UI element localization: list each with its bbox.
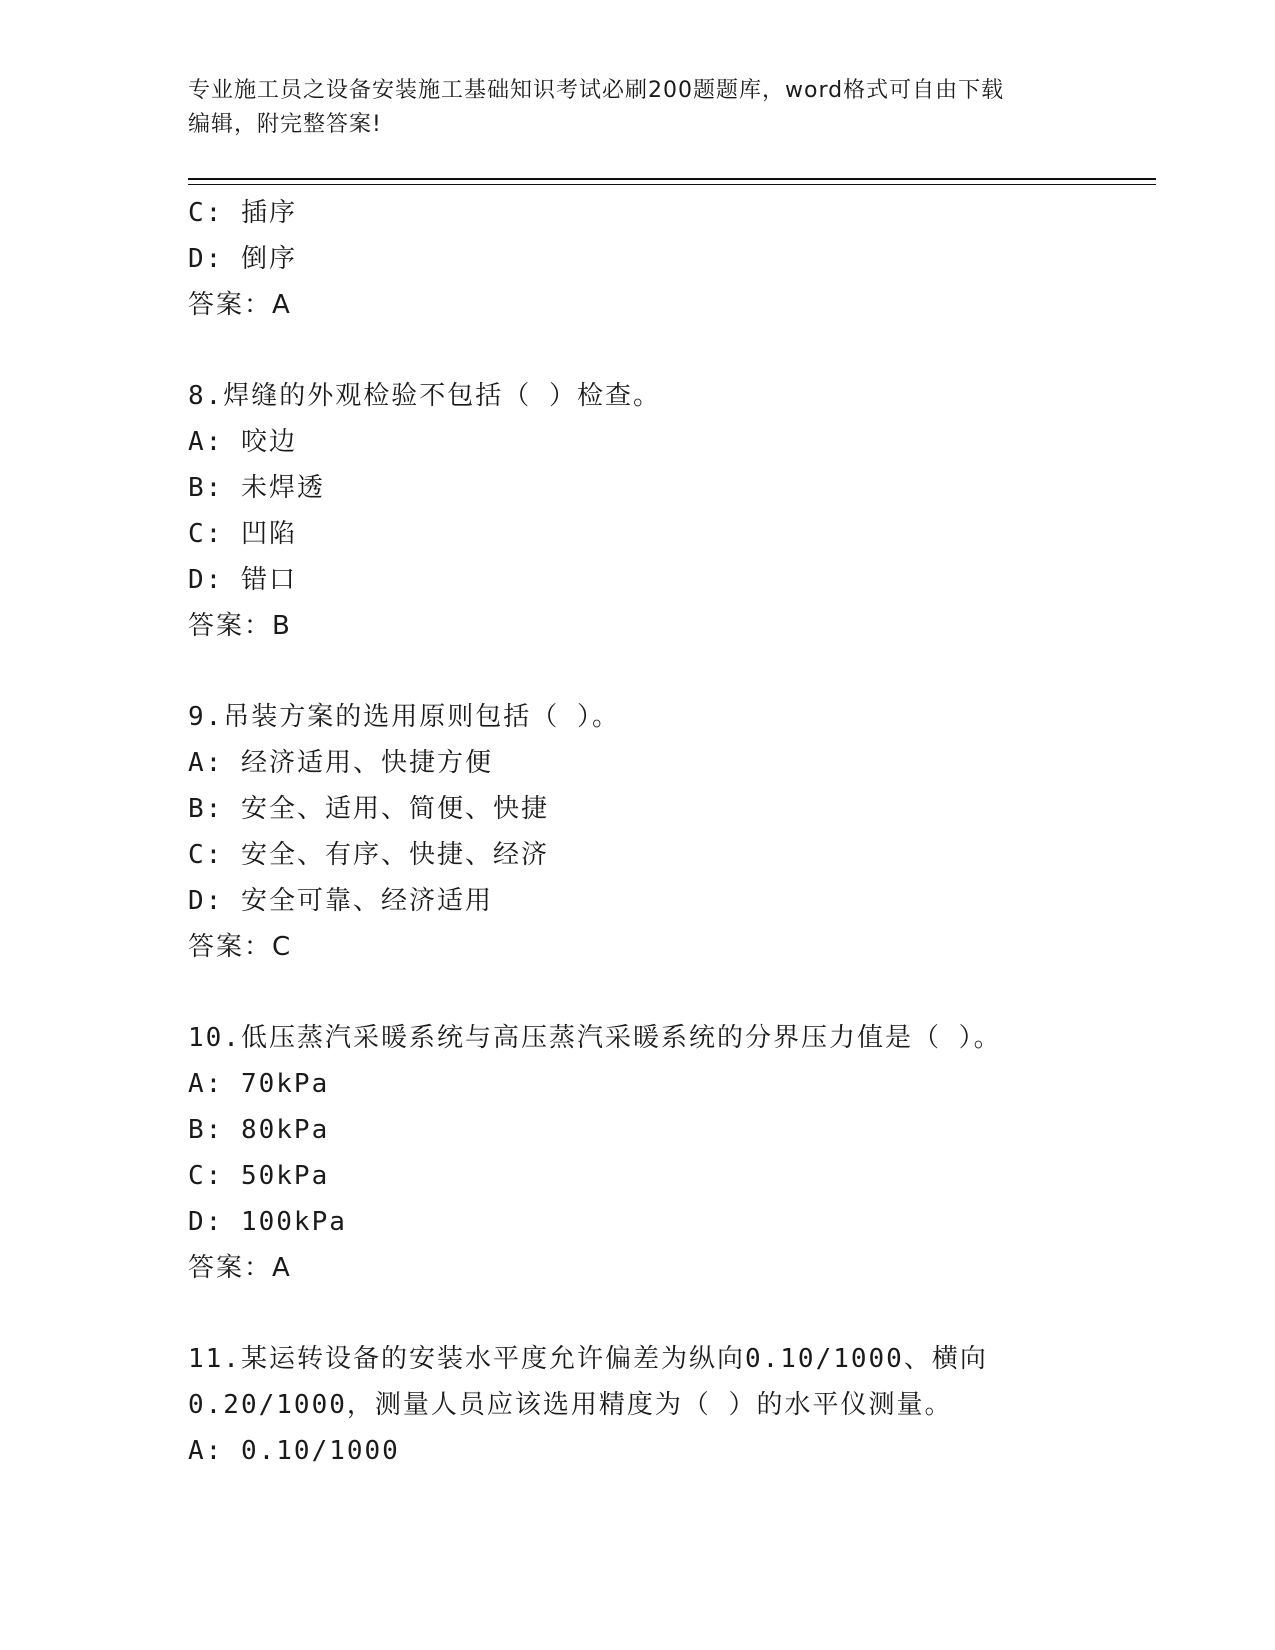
answer-text: 答案：A — [188, 1253, 292, 1283]
option-a: A: 咬边 — [188, 427, 297, 457]
option-b: B: 未焊透 — [188, 473, 325, 503]
question-10 — [188, 1015, 1156, 1291]
question-text: 10.低压蒸汽采暖系统与高压蒸汽采暖系统的分界压力值是（ ）。 — [188, 1023, 1002, 1053]
question-8 — [188, 373, 1156, 649]
header-divider-thick — [188, 178, 1156, 180]
option-d: D: 100kPa — [188, 1207, 347, 1237]
answer-text: 答案：C — [188, 932, 293, 962]
option-a: A: 0.10/1000 — [188, 1436, 400, 1466]
option-b: B: 安全、适用、简便、快捷 — [188, 794, 549, 824]
question-text-line-1: 11.某运转设备的安装水平度允许偏差为纵向0.10/1000、横向 — [188, 1344, 988, 1374]
option-c: C: 50kPa — [188, 1161, 330, 1191]
option-a: A: 70kPa — [188, 1069, 330, 1099]
answer-text: 答案：A — [188, 290, 292, 320]
question-text-line-2: 0.20/1000，测量人员应该选用精度为（ ）的水平仪测量。 — [188, 1390, 953, 1420]
header-title-line-1: 专业施工员之设备安装施工基础知识考试必刷200题题库，word格式可自由下载 — [188, 78, 1005, 103]
question-list — [188, 190, 1156, 1474]
option-d: D: 倒序 — [188, 244, 297, 274]
document-header — [188, 74, 1088, 142]
header-divider-thin — [188, 184, 1156, 185]
option-d: D: 安全可靠、经济适用 — [188, 886, 493, 916]
answer-text: 答案：B — [188, 611, 292, 641]
option-a: A: 经济适用、快捷方便 — [188, 748, 493, 778]
option-c: C: 安全、有序、快捷、经济 — [188, 840, 549, 870]
question-text: 8.焊缝的外观检验不包括（ ）检查。 — [188, 381, 661, 411]
question-11 — [188, 1336, 1156, 1474]
option-c: C: 凹陷 — [188, 519, 297, 549]
option-d: D: 错口 — [188, 565, 297, 595]
question-7-tail — [188, 190, 1156, 328]
option-b: B: 80kPa — [188, 1115, 330, 1145]
header-title-line-2: 编辑，附完整答案! — [188, 112, 382, 137]
question-9 — [188, 694, 1156, 970]
option-c: C: 插序 — [188, 198, 297, 228]
question-text: 9.吊装方案的选用原则包括（ ）。 — [188, 702, 620, 732]
